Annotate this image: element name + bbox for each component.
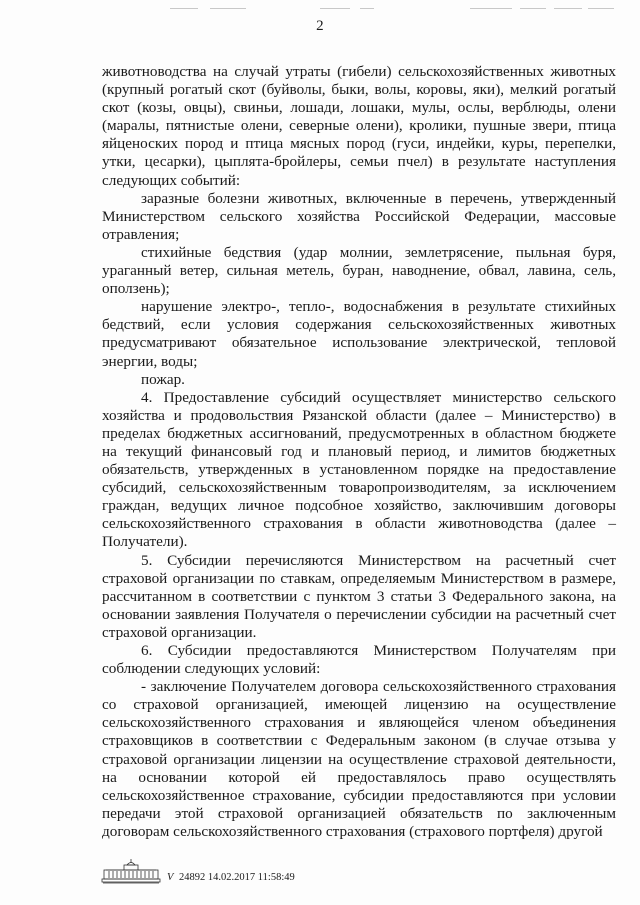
scan-artifact-marks (170, 6, 620, 12)
document-footer (100, 857, 400, 887)
paragraph: - заключение Получателем договора сельскохозяйственного страхования со страховой организацией, имеющей лицензию на осуществление сельскохозяйственного страхования и являющейся членом объединения страховщиков в соответствии с Федеральным законом (в случае отзыва у страховой организации лицензии на осуществление страховой деятельности, на основании которой ей предоставлялось право осуществлять сельскохозяйственное страхование, субсидии предоставляются при условии передачи этой страховой организацией обязательств по заключенным договорам сельскохозяйственного страхования (страхового портфеля) другой (102, 678, 616, 840)
paragraph: стихийные бедствия (удар молнии, землетрясение, пыльная буря, ураганный ветер, сильная метель, буран, наводнение, обвал, лавина, сель, оползень); (102, 243, 616, 298)
paragraph: нарушение электро-, тепло-, водоснабжения в результате стихийных бедствий, если условия содержания сельскохозяйственных животных предусматривают обязательное использование электрической, тепловой энергии, воды; (102, 298, 616, 370)
paragraph: пожар. (141, 370, 185, 388)
paragraph: животноводства на случай утраты (гибели) сельскохозяйственных животных (крупный рогатый скот (буйволы, быки, волы, коровы, яки), мелкий рогатый скот (козы, овцы), свиньи, лошади, лошаки, мулы, ослы, верблюды, олени (маралы, пятнистые олени, северные олени), кролики, пушные звери, птица яйценоских пород и птица мясных пород (гуси, индейки, куры, перепелки, утки, цесарки), цыплята-бройлеры, семьи пчел) в результате наступления следующих событий: (102, 63, 616, 189)
doc-number: 24892 (179, 872, 206, 883)
doc-timestamp: 14.02.2017 11:58:49 (207, 872, 295, 883)
doc-mark: V (167, 872, 174, 883)
paragraph: 6. Субсидии предоставляются Министерством Получателям при соблюдении следующих условий: (102, 642, 616, 678)
building-logo-icon (100, 857, 162, 885)
paragraph: 5. Субсидии перечисляются Министерством на расчетный счет страховой организации по ставкам, определяемым Министерством в размере, рассчитанном в соответствии с пунктом 3 статьи 3 Федерального закона, на основании заявления Получателя о перечислении субсидии на расчетный счет страховой организации. (102, 551, 616, 641)
paragraph: заразные болезни животных, включенные в перечень, утвержденный Министерством сельского хозяйства Российской Федерации, массовые отравления; (102, 189, 616, 243)
paragraph: 4. Предоставление субсидий осуществляет министерство сельского хозяйства и продовольствия Рязанской области (далее – Министерство) в пределах бюджетных ассигнований, предусмотренных в областном бюджете на текущий финансовый год и плановый период, и лимитов бюджетных обязательств, утвержденных в установленном порядке на предоставление субсидий, сельскохозяйственным товаропроизводителям, за исключением граждан, ведущих личное подсобное хозяйство, заключившим договоры сельскохозяйственного страхования в области животноводства (далее – Получатели). (102, 388, 616, 551)
document-stamp (167, 872, 295, 883)
page-number: 2 (316, 18, 324, 34)
document-body (102, 63, 616, 841)
